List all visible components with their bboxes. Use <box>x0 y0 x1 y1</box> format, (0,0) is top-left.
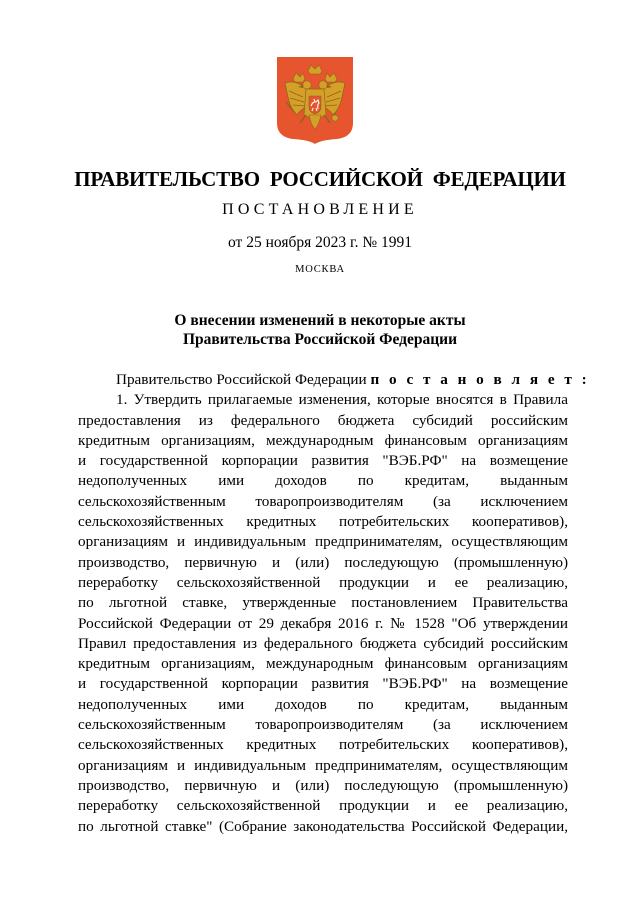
body-line: и государственной корпорации развития "ВЭБ.РФ" на возмещение <box>78 452 568 470</box>
intro-paragraph <box>78 370 590 390</box>
government-title: ПРАВИТЕЛЬСТВО РОССИЙСКОЙ ФЕДЕРАЦИИ <box>74 167 566 191</box>
body-line: организациям и индивидуальным предпринимателям, осуществляющим <box>78 756 568 774</box>
body-line: Правил предоставления из федерального бюджета субсидий российским <box>78 634 568 652</box>
body-line: сельскохозяйственным товаропроизводителям (за исключением <box>78 716 568 734</box>
body-line: Российской Федерации от 29 декабря 2016 г. № 1528 "Об утверждении <box>78 614 568 632</box>
body-line: кредитным организациям, международным финансовым организациям <box>78 431 568 449</box>
body-line: недополученных ими доходов по кредитам, выданным <box>78 472 568 490</box>
document-body <box>78 370 590 837</box>
body-line: предоставления из федерального бюджета субсидий российским <box>78 411 568 429</box>
body-line: по льготной ставке" (Собрание законодательства Российской Федерации, <box>78 817 568 835</box>
document-date-number: от 25 ноября 2023 г. № 1991 <box>228 234 412 251</box>
body-line: сельскохозяйственных кредитных потребительских кооперативов), <box>78 736 568 754</box>
body-line: по льготной ставке, утвержденные постановлением Правительства <box>78 594 568 612</box>
body-line: производство, первичную и (или) последующую (промышленную) <box>78 776 568 794</box>
heading-line: Правительства Российской Федерации <box>182 331 458 348</box>
body-line: кредитным организациям, международным финансовым организациям <box>78 655 568 673</box>
document-city: МОСКВА <box>295 264 345 275</box>
document-heading <box>120 311 520 349</box>
decree-keyword: п о с т а н о в л я е т : <box>370 371 590 388</box>
body-line: недополученных ими доходов по кредитам, выданным <box>78 695 568 713</box>
body-line: 1. Утвердить прилагаемые изменения, которые вносятся в Правила <box>116 391 568 409</box>
coat-of-arms-icon <box>277 57 353 144</box>
body-line: сельскохозяйственным товаропроизводителям (за исключением <box>78 492 568 510</box>
heading-line: О внесении изменений в некоторые акты <box>174 312 466 329</box>
document-type: ПОСТАНОВЛЕНИЕ <box>222 201 418 218</box>
body-line: и государственной корпорации развития "ВЭБ.РФ" на возмещение <box>78 675 568 693</box>
intro-text: Правительство Российской Федерации <box>116 371 367 388</box>
body-line: переработку сельскохозяйственной продукции и ее реализацию, <box>78 797 568 815</box>
body-line: производство, первичную и (или) последующую (промышленную) <box>78 553 568 571</box>
body-line: организациям и индивидуальным предпринимателям, осуществляющим <box>78 533 568 551</box>
body-line: переработку сельскохозяйственной продукции и ее реализацию, <box>78 573 568 591</box>
body-line: сельскохозяйственных кредитных потребительских кооперативов), <box>78 513 568 531</box>
